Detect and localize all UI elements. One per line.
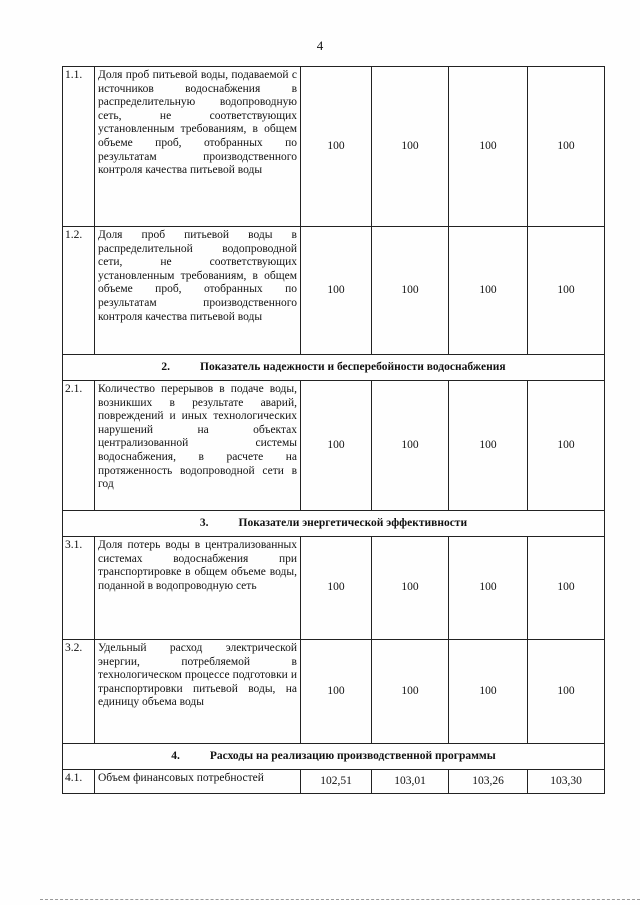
value-cell: 100 (528, 640, 605, 744)
value-cell: 100 (301, 640, 372, 744)
value-cell: 100 (301, 67, 372, 227)
row-number: 3.2. (63, 640, 95, 744)
section-header-row (63, 744, 605, 770)
row-number: 3.1. (63, 537, 95, 640)
value-cell: 100 (372, 227, 449, 355)
table-row (63, 537, 605, 640)
value-cell: 100 (449, 67, 528, 227)
value-cell: 100 (301, 227, 372, 355)
value-cell: 100 (372, 640, 449, 744)
section-title: Расходы на реализацию производственной программы (209, 749, 496, 762)
section-header (63, 511, 605, 537)
table-row (63, 640, 605, 744)
indicator-description: Доля потерь воды в централизованных системах водоснабжения при транспортировке в общем объеме воды, поданной в водопроводную сеть (95, 537, 301, 640)
value-cell: 103,01 (372, 770, 449, 794)
section-header (63, 355, 605, 381)
value-cell: 100 (449, 227, 528, 355)
section-number: 3. (199, 516, 209, 529)
section-header-row (63, 511, 605, 537)
value-cell: 100 (372, 537, 449, 640)
indicator-description: Доля проб питьевой воды в распределительной водопроводной сети, не соответствующих установленным требованиям, в общем объеме проб, отобранных по результатам производственного контроля качества питьевой воды (95, 227, 301, 355)
value-cell: 100 (449, 381, 528, 511)
value-cell: 102,51 (301, 770, 372, 794)
section-title: Показатель надежности и бесперебойности водоснабжения (200, 360, 506, 373)
value-cell: 100 (301, 381, 372, 511)
table-row (63, 770, 605, 794)
row-number: 1.2. (63, 227, 95, 355)
value-cell: 100 (372, 67, 449, 227)
value-cell: 100 (528, 537, 605, 640)
row-number: 4.1. (63, 770, 95, 794)
row-number: 2.1. (63, 381, 95, 511)
table-row (63, 227, 605, 355)
scan-edge-rule (40, 899, 640, 900)
indicators-table (62, 66, 605, 794)
section-header (63, 744, 605, 770)
indicator-description: Количество перерывов в подаче воды, возникших в результате аварий, повреждений и иных технологических нарушений на объектах централизованной системы водоснабжения, в расчете на протяженность водопроводной сети в год (95, 381, 301, 511)
value-cell: 100 (449, 640, 528, 744)
value-cell: 103,26 (449, 770, 528, 794)
table-row (63, 67, 605, 227)
row-number: 1.1. (63, 67, 95, 227)
value-cell: 100 (528, 227, 605, 355)
value-cell: 100 (449, 537, 528, 640)
section-number: 2. (161, 360, 171, 373)
indicator-description: Объем финансовых потребностей (95, 770, 301, 794)
value-cell: 100 (528, 381, 605, 511)
value-cell: 100 (528, 67, 605, 227)
page-number: 4 (316, 38, 324, 53)
section-number: 4. (171, 749, 180, 762)
section-title: Показатели энергетической эффективности (238, 516, 468, 529)
table-row (63, 381, 605, 511)
indicator-description: Доля проб питьевой воды, подаваемой с источников водоснабжения в распределительную водопроводную сеть, не соответствующих установленным требованиям, в общем объеме проб, отобранных по результатам производственного контроля качества питьевой воды (95, 67, 301, 227)
value-cell: 100 (372, 381, 449, 511)
indicator-description: Удельный расход электрической энергии, потребляемой в технологическом процессе подготовки и транспортировки питьевой воды, на единицу объема воды (95, 640, 301, 744)
value-cell: 100 (301, 537, 372, 640)
value-cell: 103,30 (528, 770, 605, 794)
section-header-row (63, 355, 605, 381)
